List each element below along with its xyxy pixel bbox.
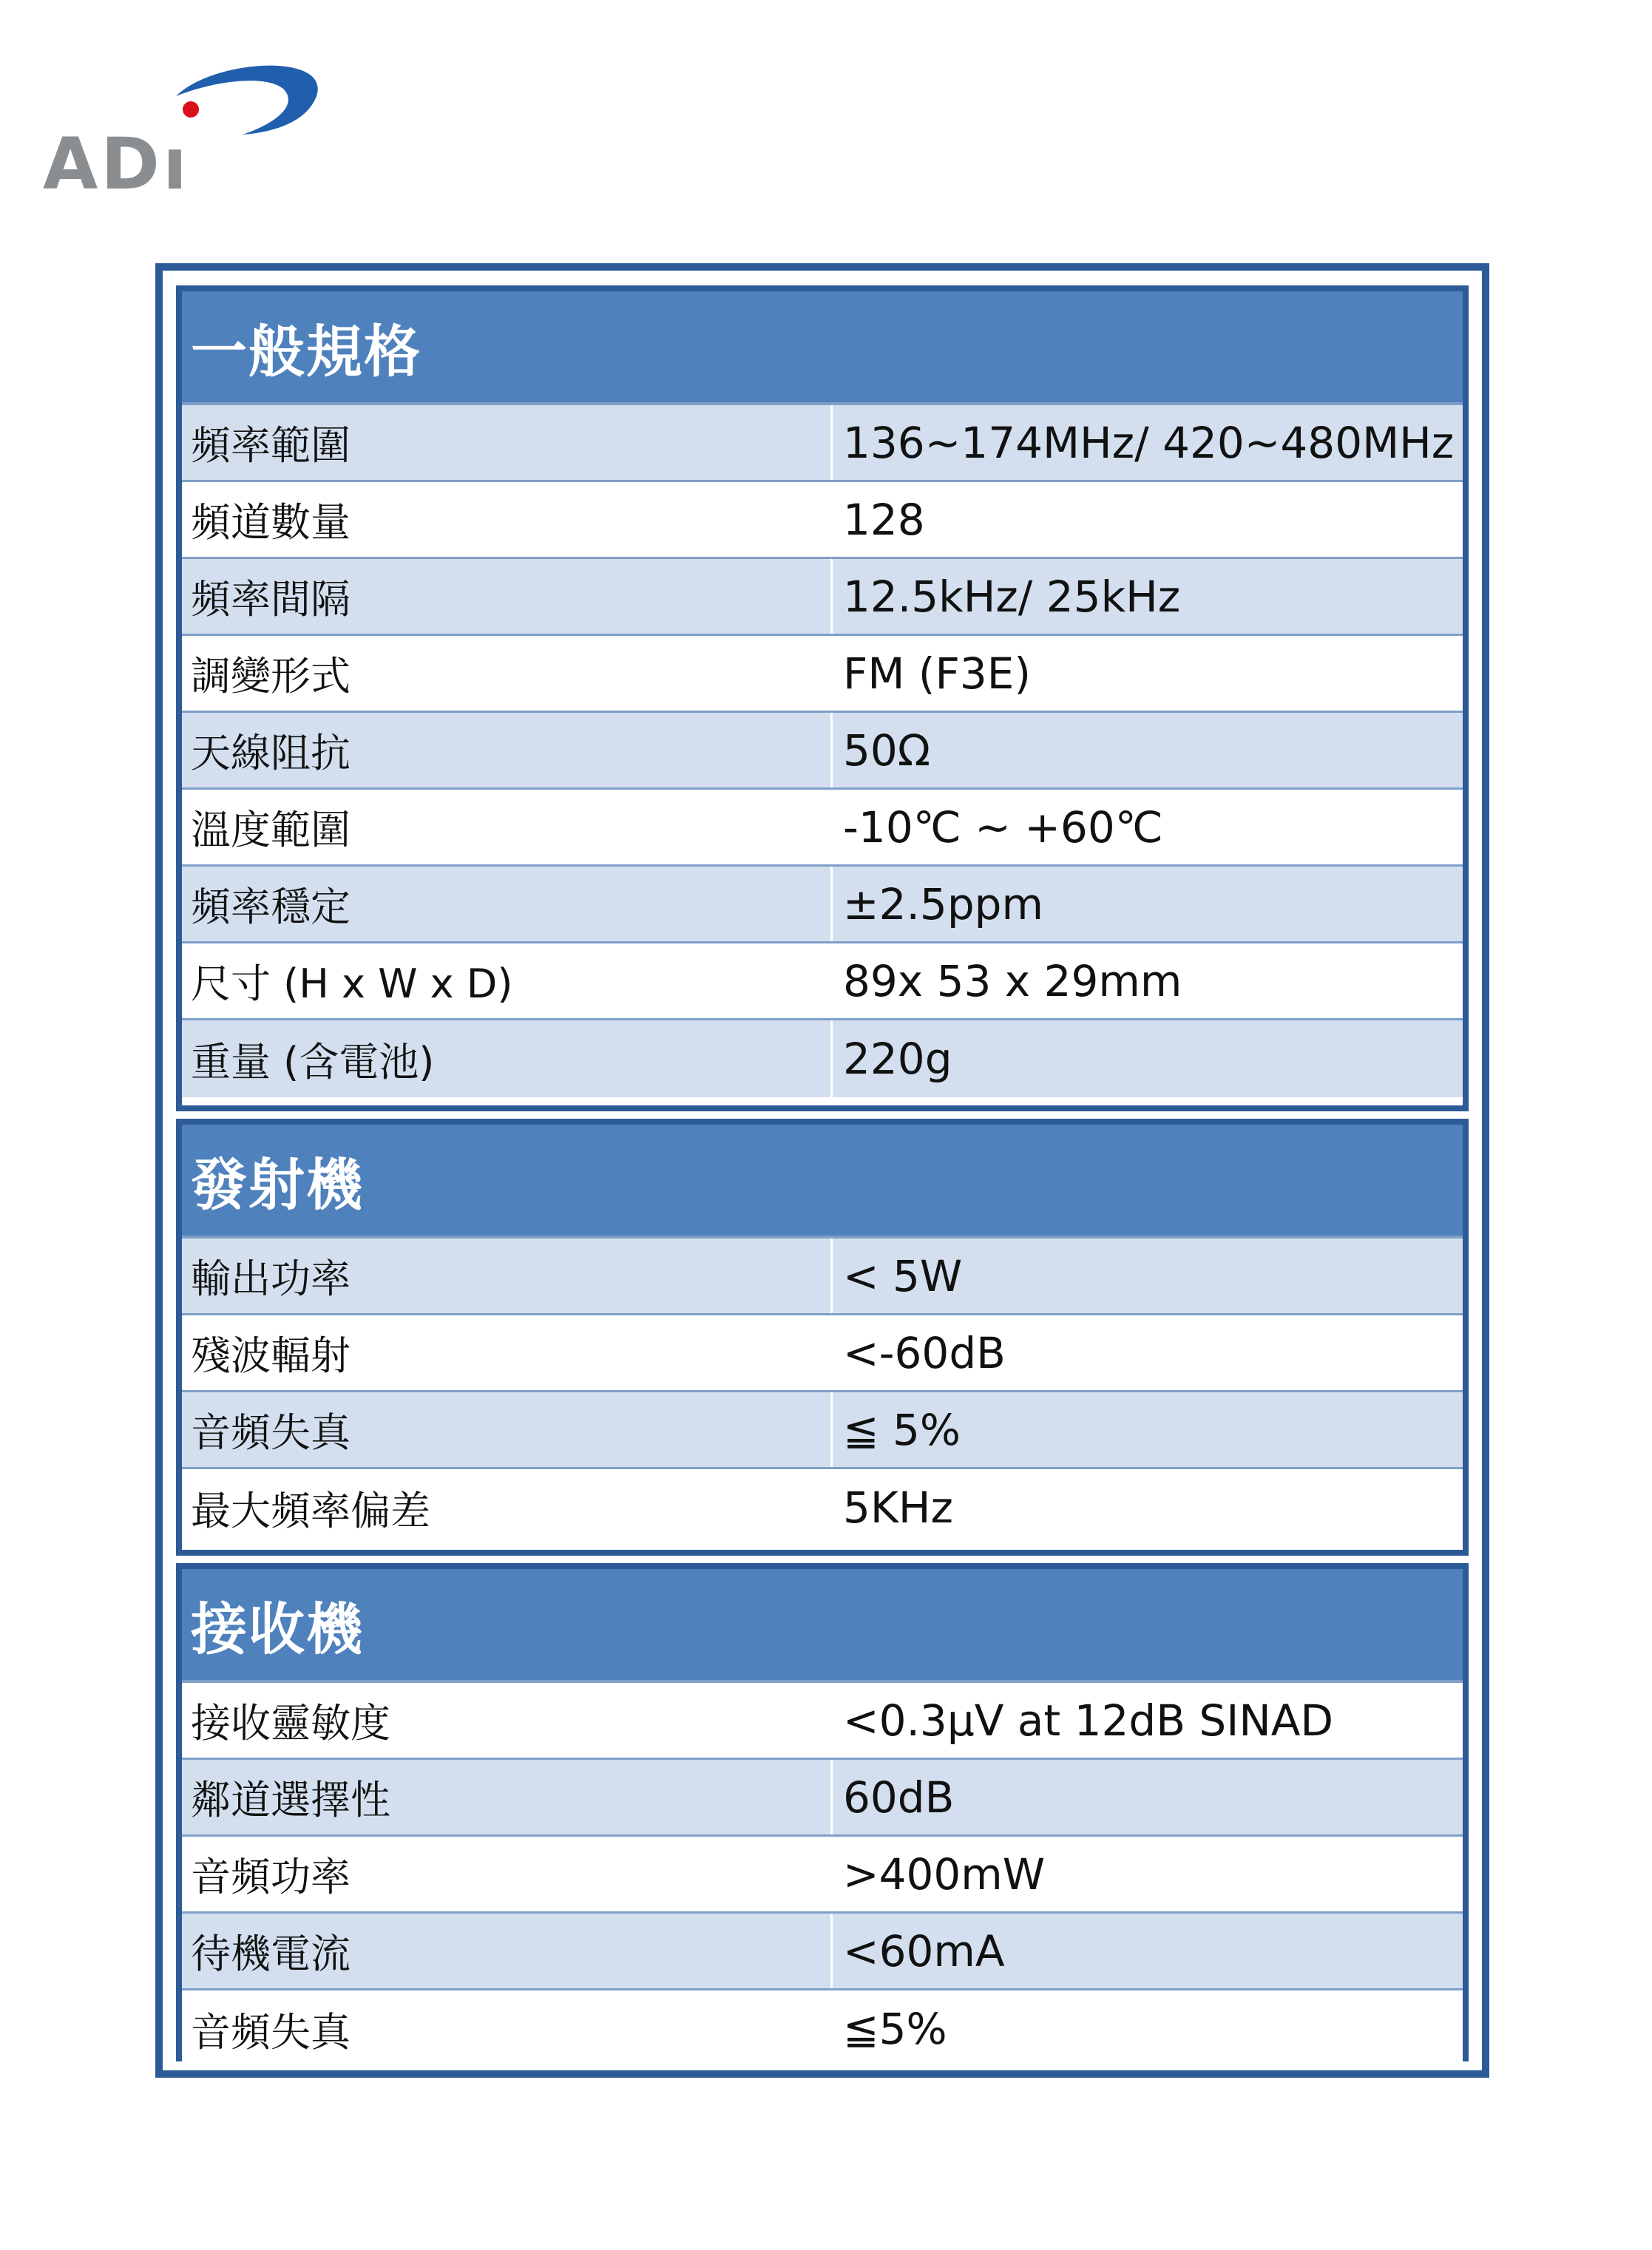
table-row: [182, 867, 1463, 943]
spec-value: 136~174MHz/ 420~480MHz: [843, 417, 1455, 468]
spec-value: ≦ 5%: [843, 1404, 961, 1455]
spec-value: 60dB: [843, 1772, 955, 1823]
spec-label: 音頻失真: [182, 1990, 833, 2067]
table-row: [182, 1990, 1463, 2067]
section-title: 接收機: [191, 1596, 364, 1662]
spec-label: 待機電流: [182, 1914, 833, 1988]
table-row: [182, 1020, 1463, 1097]
spec-value: 5KHz: [843, 1483, 953, 1533]
svg-text:ADı: ADı: [43, 123, 190, 200]
spec-label: 頻率範圍: [182, 405, 833, 480]
spec-label: 音頻功率: [182, 1837, 833, 1911]
section-header: [182, 291, 1463, 405]
spec-value: 128: [843, 494, 925, 545]
table-row: [182, 1238, 1463, 1315]
spec-value: <0.3μV at 12dB SINAD: [843, 1695, 1334, 1746]
table-row: [182, 405, 1463, 482]
table-row: [182, 1837, 1463, 1914]
section-header: [182, 1125, 1463, 1238]
spec-label: 溫度範圍: [182, 790, 833, 864]
adi-logo-graphic: [43, 52, 339, 200]
table-row: [182, 636, 1463, 713]
spec-label: 鄰道選擇性: [182, 1760, 833, 1834]
table-row: [182, 713, 1463, 790]
table-row: [182, 1914, 1463, 1990]
spec-rows: [182, 1683, 1463, 2067]
spec-value: 12.5kHz/ 25kHz: [843, 571, 1181, 622]
spec-value: 50Ω: [843, 725, 931, 776]
spec-value: <60mA: [843, 1925, 1005, 1976]
table-row: [182, 482, 1463, 559]
spec-value: ≦5%: [843, 2004, 947, 2054]
table-row: [182, 1760, 1463, 1837]
section-header: [182, 1569, 1463, 1683]
section-transmitter: [176, 1119, 1469, 1556]
spec-label: 殘波輻射: [182, 1315, 833, 1390]
spec-value: <-60dB: [843, 1327, 1006, 1378]
spec-value: 89x 53 x 29mm: [843, 955, 1182, 1006]
section-receiver: [176, 1563, 1469, 2061]
table-row: [182, 1469, 1463, 1546]
spec-label: 頻率穩定: [182, 867, 833, 941]
spec-label: 重量 (含電池): [182, 1020, 833, 1097]
table-row: [182, 1392, 1463, 1469]
table-row: [182, 559, 1463, 636]
spec-rows: [182, 1238, 1463, 1546]
table-row: [182, 943, 1463, 1020]
spec-label: 頻道數量: [182, 482, 833, 557]
spec-value: ±2.5ppm: [843, 878, 1043, 929]
spec-label: 頻率間隔: [182, 559, 833, 634]
spec-value: -10℃ ~ +60℃: [843, 802, 1163, 853]
table-row: [182, 1315, 1463, 1392]
spec-label: 尺寸 (H x W x D): [182, 943, 833, 1018]
spec-label: 天線阻抗: [182, 713, 833, 787]
section-general: [176, 285, 1469, 1111]
table-row: [182, 790, 1463, 867]
spec-label: 最大頻率偏差: [182, 1469, 833, 1546]
adi-logo: [43, 52, 339, 200]
section-title: 一般規格: [191, 318, 422, 384]
spec-value: FM (F3E): [843, 648, 1032, 699]
spec-value: 220g: [843, 1034, 952, 1084]
section-title: 發射機: [191, 1151, 364, 1218]
spec-label: 接收靈敏度: [182, 1683, 833, 1758]
spec-value: >400mW: [843, 1849, 1046, 1900]
spec-value: < 5W: [843, 1250, 963, 1301]
spec-label: 音頻失真: [182, 1392, 833, 1467]
table-row: [182, 1683, 1463, 1760]
spec-label: 調變形式: [182, 636, 833, 711]
spec-label: 輸出功率: [182, 1238, 833, 1313]
spec-frame: [155, 263, 1489, 2078]
spec-rows: [182, 405, 1463, 1097]
